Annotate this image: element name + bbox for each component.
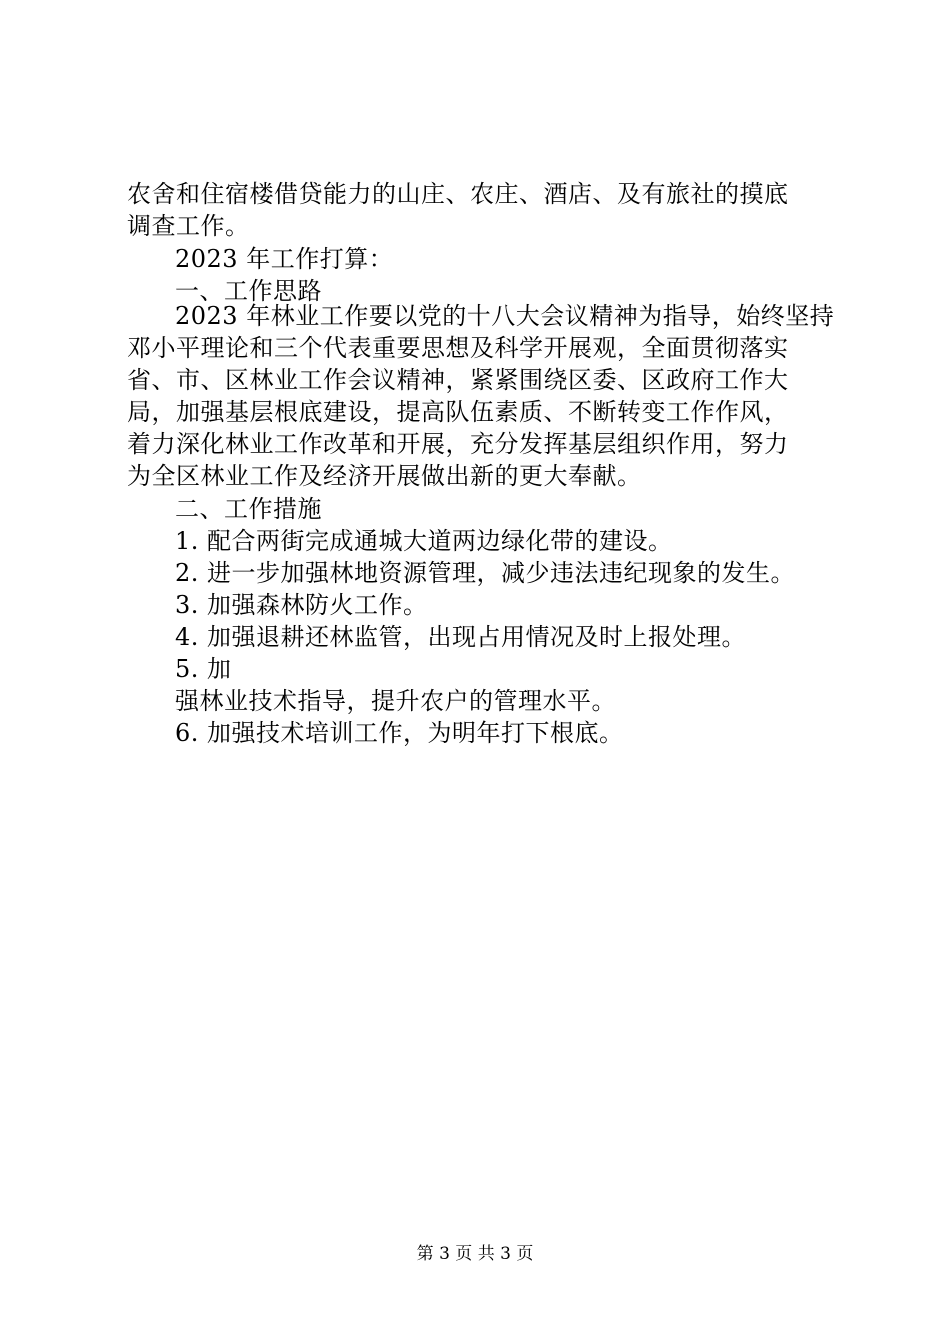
list-item: 6. 加强技术培训工作，为明年打下根底。 <box>175 719 624 747</box>
paragraph-line: 省、市、区林业工作会议精神，紧紧围绕区委、区政府工作大 <box>127 366 789 394</box>
list-item: 2. 进一步加强林地资源管理，减少违法违纪现象的发生。 <box>175 559 796 587</box>
paragraph-line: 农舍和住宿楼借贷能力的山庄、农庄、酒店、及有旅社的摸底 <box>127 180 789 208</box>
section-heading: 2023 年工作打算： <box>175 245 394 273</box>
list-item: 5. 加 <box>175 655 232 683</box>
paragraph-line: 邓小平理论和三个代表重要思想及科学开展观，全面贯彻落实 <box>127 334 789 362</box>
paragraph-line: 局，加强基层根底建设，提高队伍素质、不断转变工作作风， <box>127 398 789 426</box>
section-heading: 二、工作措施 <box>175 495 322 523</box>
list-item: 强林业技术指导，提升农户的管理水平。 <box>175 687 616 715</box>
paragraph-line: 为全区林业工作及经济开展做出新的更大奉献。 <box>127 462 642 490</box>
paragraph-line: 着力深化林业工作改革和开展，充分发挥基层组织作用，努力 <box>127 430 789 458</box>
list-item: 1. 配合两街完成通城大道两边绿化带的建设。 <box>175 527 673 555</box>
paragraph-line: 2023 年林业工作要以党的十八大会议精神为指导，始终坚持 <box>175 302 835 330</box>
list-item: 4. 加强退耕还林监管，出现占用情况及时上报处理。 <box>175 623 747 651</box>
section-heading: 一、工作思路 <box>175 277 322 305</box>
list-item: 3. 加强森林防火工作。 <box>175 591 428 619</box>
paragraph-line: 调查工作。 <box>127 212 250 240</box>
page-number-footer: 第 3 页 共 3 页 <box>416 1244 534 1264</box>
